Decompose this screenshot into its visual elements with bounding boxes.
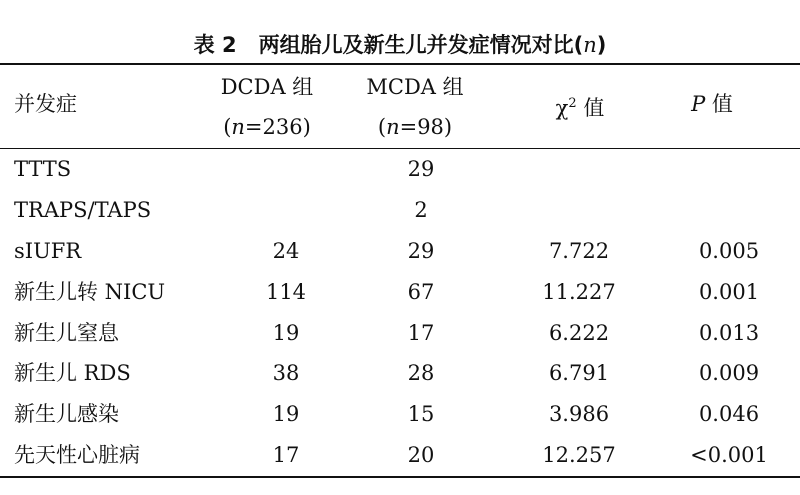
row-name: TRAPS/TAPS [14, 198, 152, 223]
row-dcda [224, 149, 348, 190]
row-chi [494, 190, 664, 231]
row-name: 新生儿窒息 [14, 320, 119, 345]
row-p: 0.046 [698, 402, 760, 427]
header-mcda-n: (n=98) [377, 115, 453, 139]
header-dcda-label: DCDA 组 [220, 75, 314, 99]
row-p [664, 149, 800, 190]
header-dcda-n: (n=236) [223, 115, 311, 139]
row-p: <0.001 [690, 442, 768, 467]
row-chi: 6.222 [548, 320, 610, 345]
table-title: 两组胎儿及新生儿并发症情况对比 [258, 33, 574, 57]
header-mcda [335, 74, 495, 140]
table-caption [0, 28, 800, 62]
row-mcda: 29 [407, 238, 435, 263]
row-dcda: 19 [272, 402, 300, 427]
complications-table [0, 149, 800, 475]
row-name: TTTS [14, 157, 72, 182]
row-dcda: 24 [272, 238, 300, 263]
row-mcda: 2 [414, 198, 428, 223]
row-p: 0.005 [698, 238, 760, 263]
row-chi: 6.791 [548, 361, 610, 386]
row-name: 新生儿转 NICU [14, 279, 166, 304]
row-dcda: 17 [272, 442, 300, 467]
header-complication: 并发症 [14, 92, 77, 116]
table-row [0, 312, 800, 353]
row-name: 新生儿感染 [14, 402, 119, 427]
table-row [0, 435, 800, 476]
row-p [664, 190, 800, 231]
row-p: 0.013 [698, 320, 760, 345]
row-chi: 7.722 [548, 238, 610, 263]
table-number: 表 2 [193, 33, 237, 57]
row-mcda: 20 [407, 442, 435, 467]
table-row [0, 353, 800, 394]
row-chi: 12.257 [542, 442, 616, 467]
row-mcda: 17 [407, 320, 435, 345]
row-mcda: 67 [407, 279, 435, 304]
row-chi: 11.227 [542, 279, 616, 304]
row-mcda: 28 [407, 361, 435, 386]
row-dcda: 19 [272, 320, 300, 345]
caption-unit: (n) [573, 33, 607, 57]
header-mcda-label: MCDA 组 [366, 75, 464, 99]
table-row [0, 271, 800, 312]
row-chi [494, 149, 664, 190]
row-dcda [224, 190, 348, 231]
row-p: 0.009 [698, 361, 760, 386]
header-dcda [187, 74, 347, 140]
row-mcda: 15 [407, 402, 435, 427]
header-chi-square: $\chi^2$ 值 [555, 96, 605, 120]
top-rule [0, 63, 800, 65]
header-p-value: P 值 [691, 92, 733, 116]
row-name: 新生儿 RDS [14, 361, 131, 386]
table-row [0, 190, 800, 231]
row-name: 先天性心脏病 [14, 442, 140, 467]
row-dcda: 114 [265, 279, 307, 304]
table-row [0, 394, 800, 435]
row-name: sIUFR [14, 238, 82, 263]
bottom-rule [0, 476, 800, 478]
row-dcda: 38 [272, 361, 300, 386]
row-chi: 3.986 [548, 402, 610, 427]
row-mcda: 29 [407, 157, 435, 182]
row-p: 0.001 [698, 279, 760, 304]
table-row [0, 149, 800, 190]
table-row [0, 231, 800, 272]
